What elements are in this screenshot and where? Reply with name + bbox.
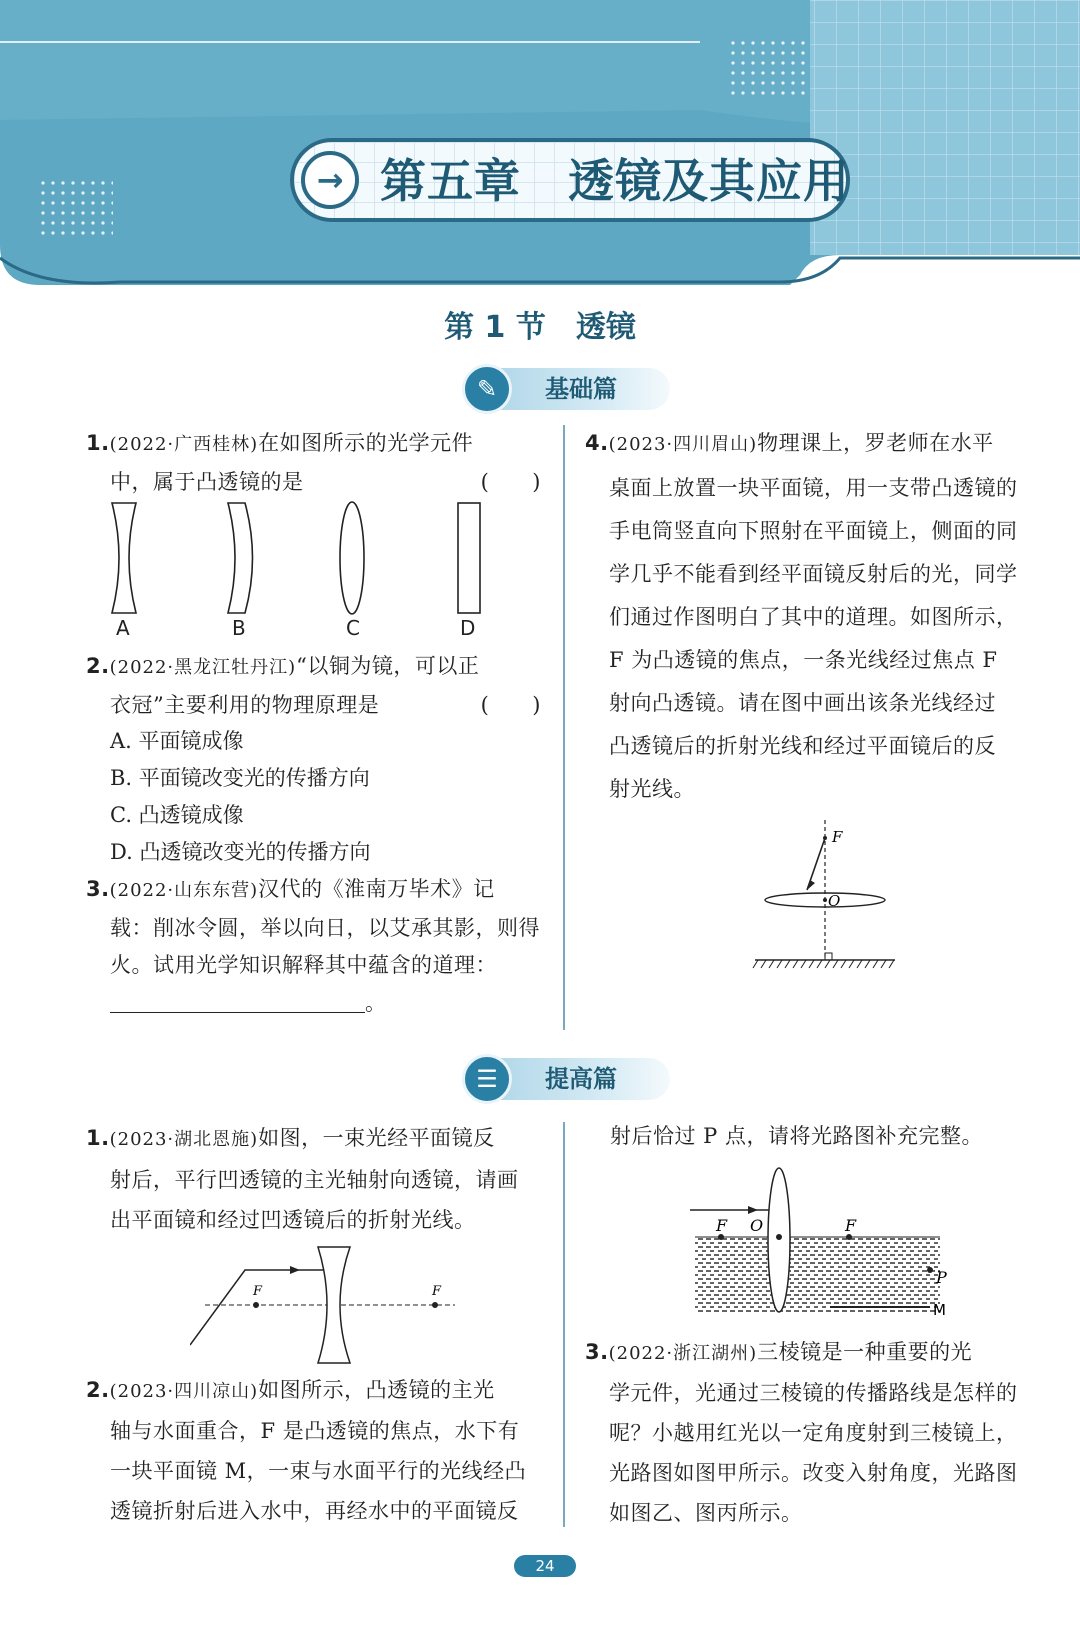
advanced-question-2: 2.(2023·四川凉山)如图所示，凸透镜的主光 轴与水面重合，F 是凸透镜的焦点，水下有 一块平面镜 M，一束与水面平行的光线经凸 透镜折射后进入水中，再经水中的平面镜反 bbox=[86, 1378, 527, 1523]
option-a-label: A bbox=[116, 616, 130, 640]
q2-option-c: C. 凸透镜成像 bbox=[110, 803, 244, 827]
question-2: 2.(2022·黑龙江牡丹江)“以铜为镜，可以正 衣冠”主要利用的物理原理是 ( ) bbox=[86, 654, 541, 717]
svg-text:F: F bbox=[432, 1284, 442, 1299]
edit-icon: ✎ bbox=[462, 364, 512, 414]
lens-d bbox=[458, 503, 480, 613]
lens-b bbox=[228, 503, 253, 613]
svg-text:M: M bbox=[933, 1301, 946, 1319]
lens-a bbox=[112, 503, 136, 613]
q2-option-d: D. 凸透镜改变光的传播方向 bbox=[110, 840, 371, 864]
advanced-question-1: 1.(2023·湖北恩施)如图，一束光经平面镜反 射后，平行凹透镜的主光轴射向透镜，请画 出平面镜和经过凹透镜后的折射光线。 bbox=[86, 1126, 519, 1232]
list-icon: ☰ bbox=[462, 1054, 512, 1104]
answer-end-period: 。 bbox=[365, 991, 387, 1015]
arrow-right-icon: → bbox=[301, 151, 359, 209]
convex-lens-water-figure bbox=[690, 1165, 950, 1320]
option-c-label: C bbox=[346, 616, 360, 640]
option-d-label: D bbox=[460, 616, 476, 640]
column-divider bbox=[563, 425, 565, 1030]
svg-text:O: O bbox=[750, 1216, 764, 1235]
question-3: 3.(2022·山东东营)汉代的《淮南万毕术》记 载：削冰令圆，举以向日，以艾承其影，则得 火。试用光学知识解释其中蕴含的道理： bbox=[86, 877, 540, 977]
svg-text:P: P bbox=[936, 1268, 947, 1287]
question-1: 1.(2022·广西桂林)在如图所示的光学元件 中，属于凸透镜的是 ( ) bbox=[86, 431, 541, 494]
svg-text:F: F bbox=[845, 1216, 857, 1235]
section-title: 第 1 节 透镜 bbox=[444, 310, 636, 345]
advanced-question-3: 3.(2022·浙江湖州)三棱镜是一种重要的光 学元件，光通过三棱镜的传播路线是怎样的 呢？小越用红光以一定角度射到三棱镜上， 光路图如图甲所示。改变入射角度，光路图 如图乙、图丙所示。 bbox=[585, 1340, 1018, 1525]
lens-options-figure bbox=[100, 498, 500, 618]
concave-lens-figure bbox=[190, 1245, 460, 1370]
page-number: 24 bbox=[514, 1555, 576, 1577]
basic-section-label: 基础篇 bbox=[545, 375, 617, 403]
q2-option-b: B. 平面镜改变光的传播方向 bbox=[110, 766, 370, 790]
lens-c bbox=[340, 502, 364, 614]
svg-text:F: F bbox=[832, 828, 843, 846]
flashlight-mirror-figure bbox=[750, 820, 910, 980]
advanced-section-label: 提高篇 bbox=[545, 1065, 617, 1093]
svg-text:F: F bbox=[253, 1284, 263, 1299]
question-4: 4.(2023·四川眉山)物理课上，罗老师在水平 桌面上放置一块平面镜，用一支带凸透镜的 手电筒竖直向下照射在平面镜上，侧面的同 学几乎不能看到经平面镜反射后的光，同学 们通过作图明白了其中的道理。如图所示， F 为凸透镜的焦点，一条光线经过焦点 F 射向凸透镜。请在图中画出该条光线经过 凸透镜后的折射光线和经过平面镜后的反 射光线。 bbox=[585, 431, 1018, 801]
advanced-question-2-continued: 射后恰过 P 点，请将光路图补充完整。 bbox=[610, 1124, 983, 1148]
q2-option-a: A. 平面镜成像 bbox=[110, 729, 244, 753]
column-divider-2 bbox=[563, 1122, 565, 1527]
option-b-label: B bbox=[232, 616, 246, 640]
svg-text:O: O bbox=[828, 892, 841, 910]
svg-text:F: F bbox=[716, 1216, 728, 1235]
chapter-title: 第五章 透镜及其应用 bbox=[380, 154, 850, 208]
answer-blank-line[interactable] bbox=[110, 1012, 365, 1013]
